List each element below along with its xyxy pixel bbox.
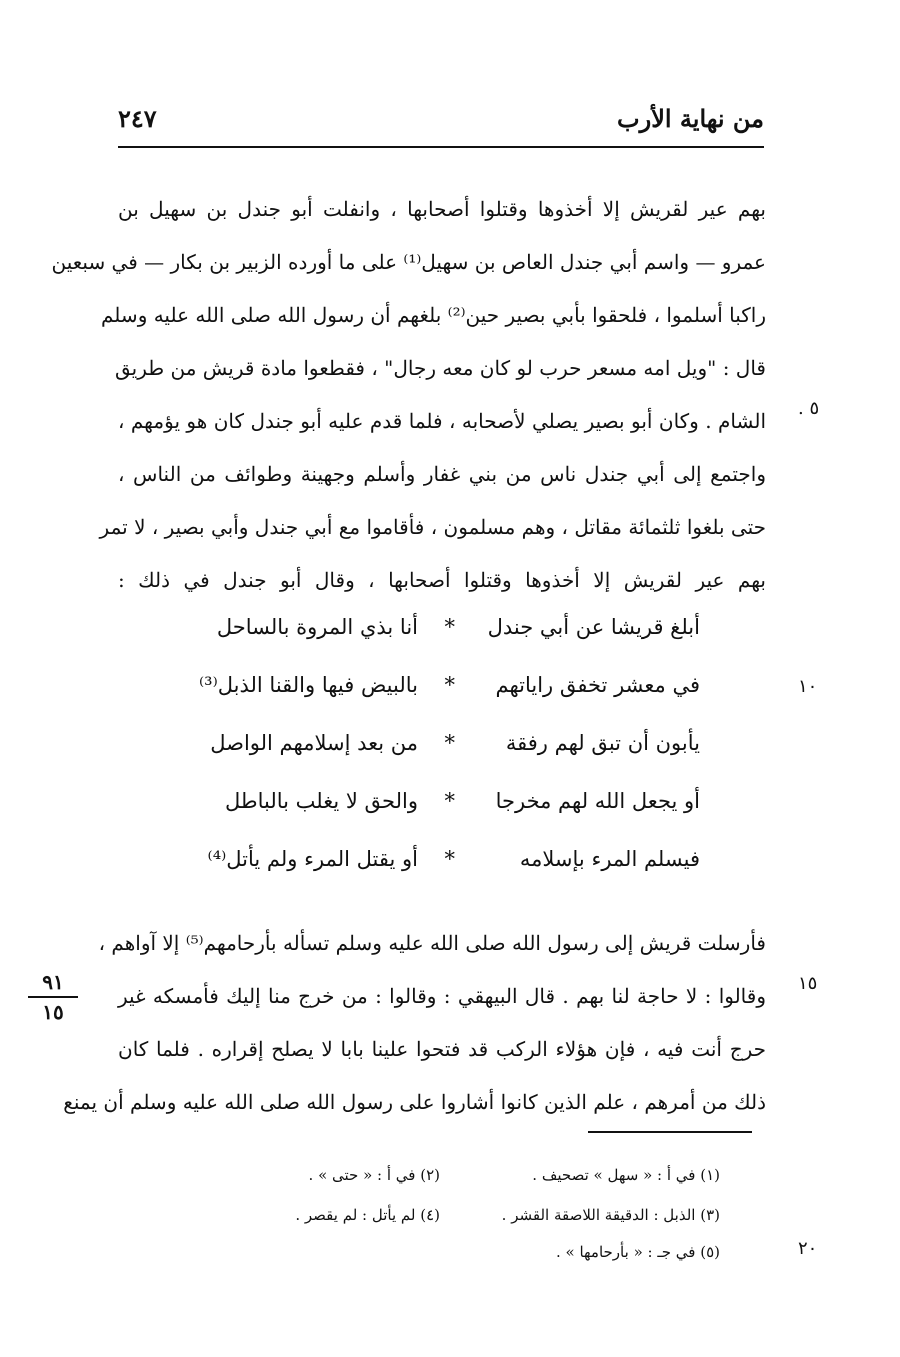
prose-line: وقالوا : لا حاجة لنا بهم . قال البيهقي : وقالوا : من خرج منا إليك فأمسكه غير: [118, 984, 766, 1008]
line-number-10: ١٠: [798, 676, 818, 697]
footnote-4: (٤) لم يأتل : لم يقصر .: [295, 1206, 440, 1224]
margin-reference-top: ٩١: [42, 970, 64, 994]
running-title: من نهاية الأرب: [617, 104, 764, 133]
verse-separator: *: [444, 615, 455, 639]
verse-second-hemistich: من بعد إسلامهم الواصل: [210, 731, 418, 755]
line-number-20: ٢٠: [798, 1238, 818, 1259]
prose-line: حرج أنت فيه ، فإن هؤلاء الركب قد فتحوا علينا بابا لا يصلح إقراره . فلما كان: [118, 1037, 766, 1061]
verse-separator: *: [444, 673, 455, 697]
verse-separator: *: [444, 789, 455, 813]
prose-line: واجتمع إلى أبي جندل ناس من بني غفار وأسلم وجهينة وطوائف من الناس ،: [118, 462, 766, 486]
prose-line: بهم عير لقريش إلا أخذوها وقتلوا أصحابها ، وانفلت أبو جندل بن سهيل بن: [118, 197, 766, 221]
page-number: ٢٤٧: [118, 104, 157, 133]
verse-first-hemistich: أبلغ قريشا عن أبي جندل: [487, 615, 700, 639]
verse-second-hemistich: بالبيض فيها والقنا الذبل⁽³⁾: [198, 673, 418, 697]
prose-line: حتى بلغوا ثلثمائة مقاتل ، وهم مسلمون ، فأقاموا مع أبي جندل وأبي بصير ، لا تمر: [99, 515, 766, 539]
poem: [180, 605, 700, 895]
footnote-3: (٣) الذبل : الدقيقة اللاصقة القشر .: [501, 1206, 720, 1224]
verse-first-hemistich: يأبون أن تبق لهم رفقة: [505, 731, 700, 755]
line-number-15: ١٥: [798, 973, 818, 994]
footnote-5: (٥) في جـ : « بأرحامها » .: [555, 1243, 720, 1261]
prose-line: راكبا أسلموا ، فلحقوا بأبي بصير حين⁽²⁾ بلغهم أن رسول الله صلى الله عليه وسلم: [101, 303, 766, 327]
poem-verse: [180, 663, 700, 721]
prose-line: الشام . وكان أبو بصير يصلي لأصحابه ، فلما قدم عليه أبو جندل كان هو يؤمهم ،: [118, 409, 766, 433]
footnote-2: (٢) في أ : « حتى » .: [308, 1166, 440, 1184]
margin-reference-bar: [28, 996, 78, 998]
poem-verse: [180, 837, 700, 895]
prose-line: بهم عير لقريش إلا أخذوها وقتلوا أصحابها ، وقال أبو جندل في ذلك :: [118, 568, 766, 592]
verse-separator: *: [444, 847, 455, 871]
margin-reference: [28, 970, 78, 1024]
poem-verse: [180, 721, 700, 779]
margin-reference-bottom: ١٥: [42, 1000, 64, 1024]
prose-line: ذلك من أمرهم ، علم الذين كانوا أشاروا على رسول الله صلى الله عليه وسلم أن يمنع: [63, 1090, 766, 1114]
poem-verse: [180, 605, 700, 663]
prose-line: قال : "ويل امه مسعر حرب لو كان معه رجال" ، فقطعوا مادة قريش من طريق: [114, 356, 766, 380]
footnote-rule: [588, 1131, 752, 1133]
verse-first-hemistich: في معشر تخفق راياتهم: [495, 673, 700, 697]
verse-first-hemistich: أو يجعل الله لهم مخرجا: [495, 789, 700, 813]
page-header: [118, 100, 764, 148]
prose-block-1: [51, 183, 766, 607]
verse-second-hemistich: أو يقتل المرء ولم يأتل⁽⁴⁾: [207, 847, 418, 871]
prose-line: عمرو — واسم أبي جندل العاص بن سهيل⁽¹⁾ على ما أورده الزبير بن بكار — في سبعين: [51, 250, 766, 274]
prose-block-2: [63, 917, 766, 1129]
prose-line: فأرسلت قريش إلى رسول الله صلى الله عليه وسلم تسأله بأرحامهم⁽⁵⁾ إلا آواهم ،: [98, 931, 766, 955]
poem-verse: [180, 779, 700, 837]
verse-second-hemistich: أنا بذي المروة بالساحل: [216, 615, 418, 639]
line-number-5: ٥ .: [798, 398, 820, 419]
verse-second-hemistich: والحق لا يغلب بالباطل: [225, 789, 418, 813]
verse-separator: *: [444, 731, 455, 755]
verse-first-hemistich: فيسلم المرء بإسلامه: [519, 847, 700, 871]
footnote-1: (١) في أ : « سهل » تصحيف .: [532, 1166, 720, 1184]
